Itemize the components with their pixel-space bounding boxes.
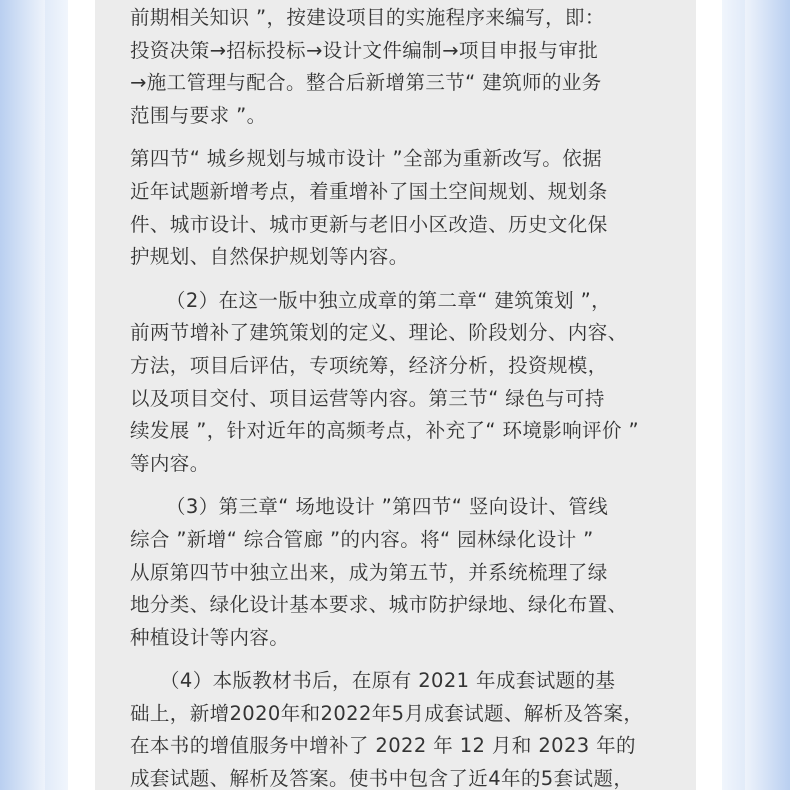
text-line: （4）本版教材书后，在原有 2021 年成套试题的基 [160,669,616,693]
paragraph-1 [130,2,665,132]
text-line: 综合 ”新增“ 综合管廊 ”的内容。将“ 园林绿化设计 ” [130,527,594,551]
text-line: 护规划、自然保护规划等内容。 [130,245,409,269]
text-line: 等内容。 [130,451,210,475]
paragraph-2 [130,143,665,273]
text-line: →施工管理与配合。整合后新增第三节“ 建筑师的业务 [130,71,602,95]
paragraph-3 [130,285,665,481]
text-line: 前期相关知识 ”，按建设项目的实施程序来编写，即： [130,6,605,29]
paragraph-5 [130,665,665,790]
text-line: 方法，项目后评估，专项统筹，经济分析，投资规模， [130,353,608,377]
text-line: （3）第三章“ 场地设计 ”第四节“ 竖向设计、管线 [166,495,609,519]
text-line: 以及项目交付、项目运营等内容。第三节“ 绿色与可持 [130,386,605,410]
text-line: 范围与要求 ”。 [130,103,267,127]
paragraph-4 [130,491,665,654]
text-line: 在本书的增值服务中增补了 2022 年 12 月和 2023 年的 [130,734,636,758]
left-background-edge [0,0,45,790]
text-line: 地分类、绿化设计基本要求、城市防护绿地、绿化布置、 [130,593,628,617]
text-line: 第四节“ 城乡规划与城市设计 ”全部为重新改写。依据 [130,147,603,171]
document-body [130,0,665,790]
text-line: 近年试题新增考点，着重增补了国土空间规划、规划条 [130,179,608,203]
text-line: 成套试题、解析及答案。使书中包含了近4年的5套试题， [130,767,634,790]
text-line: 投资决策→招标投标→设计文件编制→项目申报与审批 [130,38,599,62]
text-line: 种植设计等内容。 [130,625,290,649]
text-line: 前两节增补了建筑策划的定义、理论、阶段划分、内容、 [130,321,628,345]
right-background-edge [745,0,790,790]
text-line: 续发展 ”，针对近年的高频考点，补充了“ 环境影响评价 ” [130,419,640,443]
text-line: 础上，新增2020年和2022年5月成套试题、解析及答案， [130,701,644,725]
text-line: 件、城市设计、城市更新与老旧小区改造、历史文化保 [130,212,608,236]
text-line: 从原第四节中独立出来，成为第五节，并系统梳理了绿 [130,560,608,584]
text-line: （2）在这一版中独立成章的第二章“ 建筑策划 ”， [166,288,612,312]
